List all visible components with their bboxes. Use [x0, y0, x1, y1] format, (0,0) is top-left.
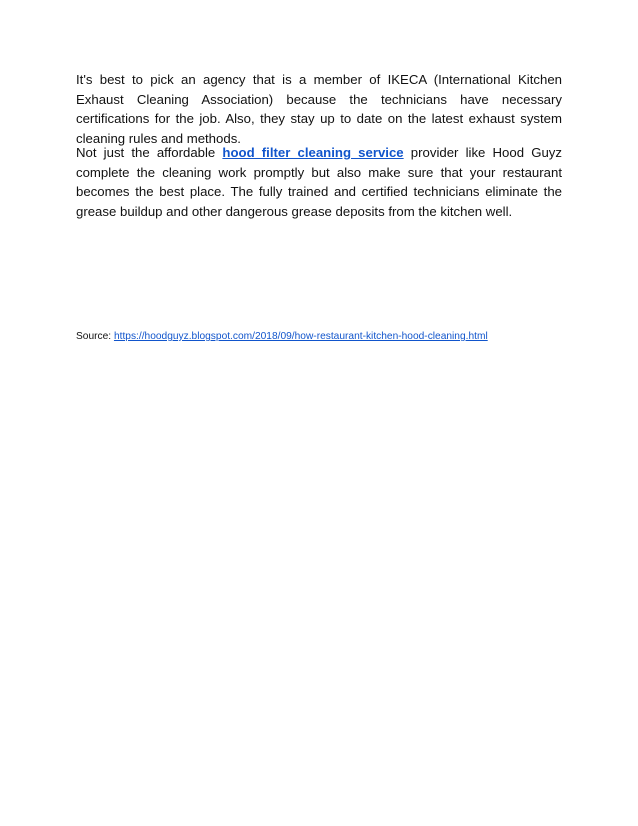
source-line [76, 330, 562, 344]
hood-filter-cleaning-service-link[interactable]: hood filter cleaning service [222, 145, 404, 160]
source-label: Source: [76, 331, 114, 342]
paragraph-hood-guyz [76, 143, 562, 221]
source-url-link[interactable]: https://hoodguyz.blogspot.com/2018/09/how-restaurant-kitchen-hood-cleaning.html [113, 331, 488, 342]
paragraph-hood-guyz-rest: provider like Hood Guyz complete the cleaning work promptly but also make sure that your restaurant becomes the best place. The fully trained and certified technicians eliminate the grease buildup and other dangerous grease deposits from the kitchen well. [76, 145, 562, 219]
paragraph-hood-guyz-intro: Not just the affordable [76, 145, 223, 160]
paragraph-ikeca-text: It's best to pick an agency that is a member of IKECA (International Kitchen Exhaust Cleaning Association) because the technicians have necessary certifications for the job. Also, they stay up to date on the latest exhaust system cleaning rules and methods. [76, 72, 562, 146]
paragraph-ikeca [76, 70, 562, 148]
